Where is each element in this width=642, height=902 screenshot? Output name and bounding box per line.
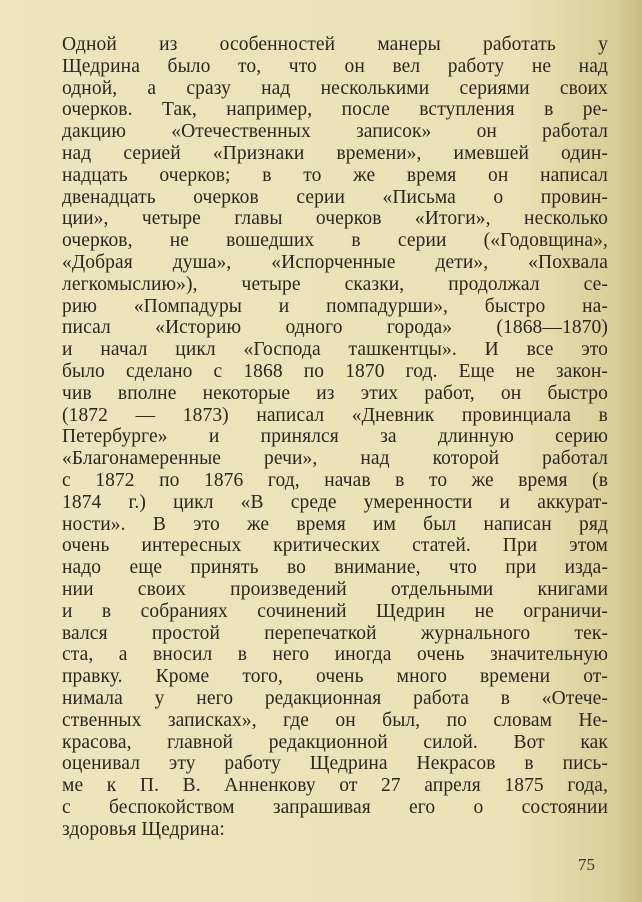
text-line: Петербурге» и принялся за длинную серию (62, 426, 608, 448)
text-line: ности». В это же время им был написан ряд (62, 513, 608, 535)
text-line: Щедрина было то, что он вел работу не над (62, 55, 608, 77)
text-line: и в собраниях сочинений Щедрин не ограничи- (62, 600, 608, 622)
text-line: «Добрая душа», «Испорченные дети», «Похвала (62, 251, 608, 273)
text-line: легкомыслию»), четыре сказки, продолжал се- (62, 273, 608, 295)
text-line: вался простой перепечаткой журнального тек- (62, 622, 608, 644)
text-line: красова, главной редакционной силой. Вот как (62, 731, 608, 753)
text-line: нимала у него редакционная работа в «Отече- (62, 687, 608, 709)
text-line: ственных записках», где он был, по словам Не- (62, 709, 608, 731)
text-line: здоровья Щедрина: (62, 818, 225, 840)
text-line: надо еще принять во внимание, что при изда- (62, 557, 608, 579)
text-line: двенадцать очерков серии «Письма о провин- (62, 186, 608, 208)
text-line: очень интересных критических статей. При этом (62, 535, 608, 557)
text-line: 1874 г.) цикл «В среде умеренности и аккурат- (62, 491, 608, 513)
text-line: ции», четыре главы очерков «Итоги», несколько (62, 208, 608, 230)
text-line: ме к П. В. Анненкову от 27 апреля 1875 года, (62, 775, 608, 797)
text-line: над серией «Признаки времени», имевшей один- (62, 142, 608, 164)
text-line: одной, а сразу над несколькими сериями своих (62, 77, 608, 99)
text-line: с беспокойством запрашивая его о состоянии (62, 796, 608, 818)
text-line: правку. Кроме того, очень много времени от- (62, 666, 608, 688)
text-line: «Благонамеренные речи», над которой работал (62, 448, 608, 470)
page-number: 75 (578, 855, 595, 874)
text-line: оценивал эту работу Щедрина Некрасов в пись- (62, 753, 608, 775)
text-line: надцать очерков; в то же время он написал (62, 164, 608, 186)
text-line: дакцию «Отечественных записок» он работал (62, 121, 608, 143)
text-line: писал «Историю одного города» (1868—1870) (62, 317, 608, 339)
text-line: (1872 — 1873) написал «Дневник провинциала в (62, 404, 608, 426)
text-line: было сделано с 1868 по 1870 год. Еще не закон- (62, 360, 608, 382)
text-line: нии своих произведений отдельными книгами (62, 578, 608, 600)
text-line: очерков, не вошедших в серии («Годовщина», (62, 230, 608, 252)
text-line: Одной из особенностей манеры работать у (62, 34, 608, 55)
text-line: с 1872 по 1876 год, начав в то же время (в (62, 469, 608, 491)
text-line: и начал цикл «Господа ташкентцы». И все это (62, 339, 608, 361)
text-line: очерков. Так, например, после вступления в ре- (62, 99, 608, 121)
text-line: чив вполне некоторые из этих работ, он быстро (62, 382, 608, 404)
text-line: ста, а вносил в него иногда очень значительную (62, 644, 608, 666)
text-line: рию «Помпадуры и помпадурши», быстро на- (62, 295, 608, 317)
book-page-text (62, 34, 608, 840)
